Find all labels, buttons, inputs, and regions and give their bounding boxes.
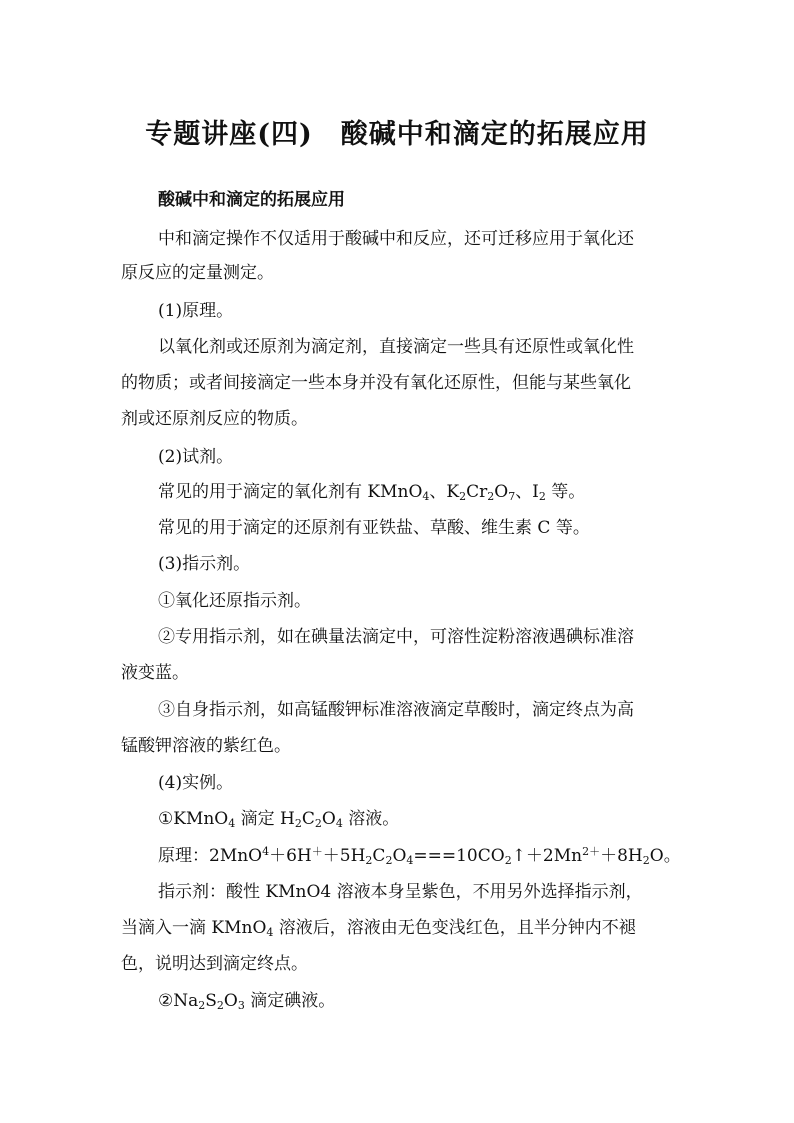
indicator-item-3-line-2: 锰酸钾溶液的紫红色。 bbox=[121, 736, 291, 756]
examples-heading: (4)实例。 bbox=[158, 773, 234, 793]
indicators-heading: (3)指示剂。 bbox=[158, 554, 251, 574]
intro-line-2: 原反应的定量测定。 bbox=[121, 263, 274, 283]
title-part-2: 酸碱中和滴定的拓展应用 bbox=[340, 119, 649, 150]
indicator-item-3-line-1: ③自身指示剂，如高锰酸钾标准溶液滴定草酸时，滴定终点为高 bbox=[158, 700, 634, 720]
example-1-line: ①KMnO$_4$ 滴定 $H_2C_2O_4$ 溶液。 bbox=[158, 809, 400, 830]
principle-line-1: 以氧化剂或还原剂为滴定剂，直接滴定一些具有还原性或氧化性 bbox=[158, 337, 634, 357]
principle-line-2: 的物质；或者间接滴定一些本身并没有氧化还原性，但能与某些氧化 bbox=[121, 373, 631, 393]
intro-line-1: 中和滴定操作不仅适用于酸碱中和反应，还可迁移应用于氧化还 bbox=[158, 229, 634, 249]
indicator-note-line-2: 当滴入一滴 KMnO$_4$ 溶液后，溶液由无色变浅红色，且半分钟内不褪 bbox=[121, 918, 636, 939]
title-part-1: 专题讲座(四) bbox=[145, 119, 313, 150]
indicator-item-2-line-1: ②专用指示剂，如在碘量法滴定中，可溶性淀粉溶液遇碘标准溶 bbox=[158, 627, 634, 647]
page-title bbox=[0, 112, 794, 151]
section-heading: 酸碱中和滴定的拓展应用 bbox=[158, 190, 345, 210]
indicator-note-line-3: 色，说明达到滴定终点。 bbox=[121, 954, 308, 974]
reaction-equation: 原理：$2MnO^4+6H^++5H_2C_2O_4===10CO_2↑+2Mn^{2+}+8H_2O$。 bbox=[158, 845, 681, 867]
indicator-item-2-line-2: 液变蓝。 bbox=[121, 663, 189, 683]
oxidants-line: 常见的用于滴定的氧化剂有 KMnO$_4$、$K_2Cr_2O_7$、$I_2$ 等。 bbox=[158, 482, 586, 503]
reductants-line: 常见的用于滴定的还原剂有亚铁盐、草酸、维生素 C 等。 bbox=[158, 518, 590, 538]
indicator-note-line-1: 指示剂：酸性 KMnO4 溶液本身呈紫色，不用另外选择指示剂， bbox=[158, 882, 643, 902]
principle-line-3: 剂或还原剂反应的物质。 bbox=[121, 409, 308, 429]
principle-heading: (1)原理。 bbox=[158, 301, 234, 321]
example-2-line: $②Na_2S_2O_3$ 滴定碘液。 bbox=[158, 991, 336, 1012]
indicator-item-1: ①氧化还原指示剂。 bbox=[158, 591, 311, 611]
reagents-heading: (2)试剂。 bbox=[158, 447, 234, 467]
